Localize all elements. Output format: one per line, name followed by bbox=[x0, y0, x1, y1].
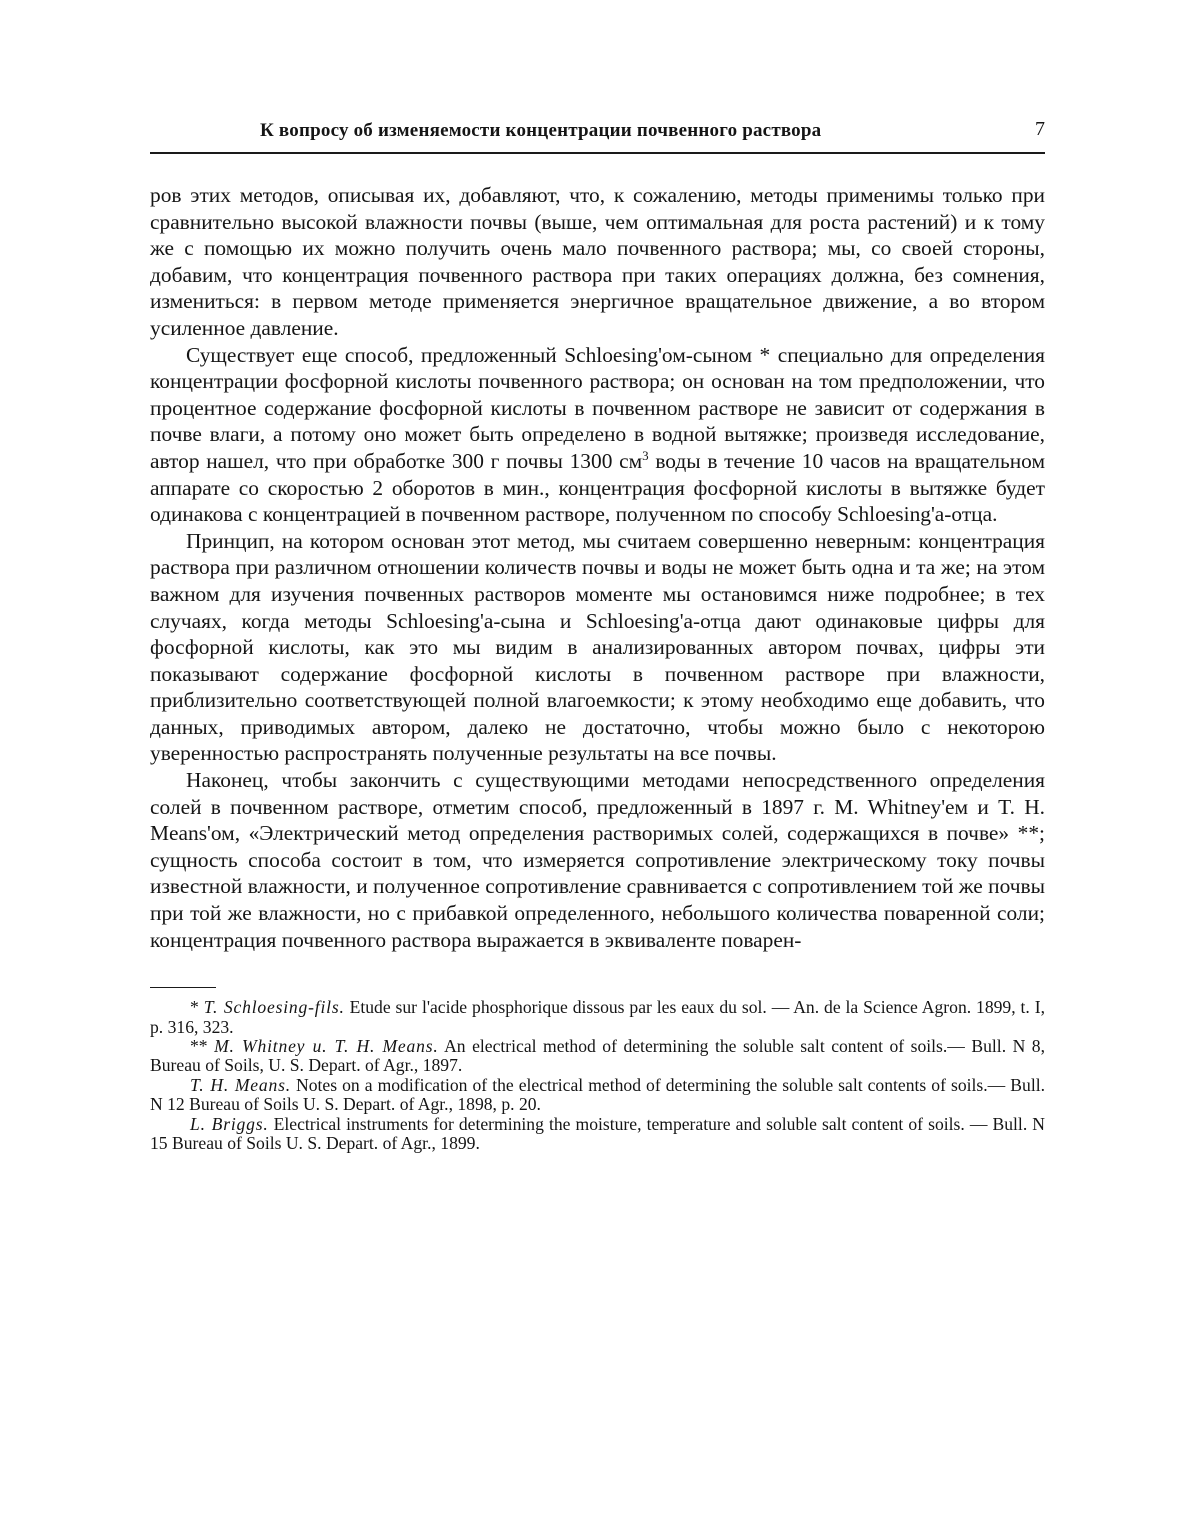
footnote-4-text: Electrical instruments for determining the moisture, temperature and soluble salt content of soils. — Bull. N 15 Bureau of Soils U. S. Depart. of Agr., 1899. bbox=[150, 1113, 1045, 1154]
paragraph-2-part-a: Существует еще способ, предложенный Schloesing'ом-сыном * специально для определения концентрации фосфорной кислоты почвенного раствора; он основан на том предположении, что процентное содержание фосфорной кислоты в почвенном растворе не зависит от содержания в почве влаги, а потому оно может быть определено в водной вытяжке; произведя исследование, автор нашел, что при обработке 300 г почвы 1300 см bbox=[150, 342, 1045, 473]
footnote-separator bbox=[150, 987, 216, 988]
footnote-1 bbox=[150, 998, 1045, 1037]
footnote-4-author: L. Briggs. bbox=[190, 1113, 269, 1134]
footnote-2 bbox=[150, 1037, 1045, 1076]
paragraph-3: Принцип, на котором основан этот метод, мы считаем совершенно неверным: концентрация раствора при различном отношении количеств почвы и воды не может быть одна и та же; на этом важном для изучения почвенных растворов моменте мы остановимся ниже подробнее; в тех случаях, когда методы Schloesing'а-сына и Schloesing'а-отца дают одинаковые цифры для фосфорной кислоты, как это мы видим в анализированных автором почвах, цифры эти показывают содержание фосфорной кислоты в почвенном растворе при влажности, приблизительно соответствующей полной влагоемкости; к этому необходимо еще добавить, что данных, приводимых автором, далеко не достаточно, чтобы можно было с некоторою уверенностью распространять полученные результаты на все почвы. bbox=[150, 528, 1045, 766]
footnote-2-mark: ** bbox=[190, 1036, 215, 1057]
running-header bbox=[150, 112, 1045, 154]
footnotes bbox=[150, 998, 1045, 1153]
footnote-2-author: M. Whitney u. T. H. Means. bbox=[214, 1036, 439, 1057]
footnote-3-text: Notes on a modification of the electrical method of determining the soluble salt contents of soils.— Bull. N 12 Bureau of Soils U. S. Depart. of Agr., 1898, p. 20. bbox=[150, 1074, 1045, 1115]
paragraph-2 bbox=[150, 342, 1045, 528]
footnote-3 bbox=[150, 1076, 1045, 1115]
paragraph-4: Наконец, чтобы закончить с существующими методами непосредственного определения солей в почвенном растворе, отметим способ, предложенный в 1897 г. M. Whitney'ем и T. H. Means'ом, «Электрический метод определения растворимых солей, содержащихся в почве» **; сущность способа состоит в том, что измеряется сопротивление электрическому току почвы известной влажности, и полученное сопротивление сравнивается с сопротивлением той же почвы при той же влажности, но с прибавкой определенного, небольшого количества поваренной соли; концентрация почвенного раствора выражается в эквиваленте поварен- bbox=[150, 768, 1045, 952]
footnote-4 bbox=[150, 1115, 1045, 1154]
paragraph-1: ров этих методов, описывая их, добавляют, что, к сожалению, методы применимы только при сравнительно высокой влажности почвы (выше, чем оптимальная для роста растений) и к тому же с помощью их можно получить очень мало почвенного раствора; мы, со своей стороны, добавим, что концентрация почвенного раствора при таких операциях должна, без сомнения, измениться: в первом методе применяется энергичное вращательное движение, а во втором усиленное давление. bbox=[150, 183, 1045, 340]
footnote-3-author: T. H. Means. bbox=[190, 1074, 291, 1095]
superscript-cubed: 3 bbox=[642, 447, 649, 463]
page-number: 7 bbox=[1035, 118, 1045, 140]
footnote-1-mark: * bbox=[190, 997, 204, 1018]
footnote-1-author: T. Schloesing-fils. bbox=[203, 997, 345, 1018]
paragraph-2-part-b: воды в течение 10 часов на вращательном аппарате со скоростью 2 оборотов в мин., концентрация фосфорной кислоты в вытяжке будет одинакова с концентрацией в почвенном растворе, полученном по способу Schloesing'а-отца. bbox=[150, 448, 1045, 527]
footnote-1-text: Etude sur l'acide phosphorique dissous par les eaux du sol. — An. de la Science Agron. 1899, t. I, p. 316, 323. bbox=[150, 997, 1045, 1037]
footnote-2-text: An electrical method of determining the soluble salt content of soils.— Bull. N 8, Bureau of Soils, U. S. Depart. of Agr., 1897. bbox=[150, 1036, 1045, 1076]
book-page bbox=[150, 112, 1045, 1153]
main-text bbox=[150, 182, 1045, 953]
running-title: К вопросу об изменяемости концентрации почвенного раствора bbox=[260, 120, 822, 141]
